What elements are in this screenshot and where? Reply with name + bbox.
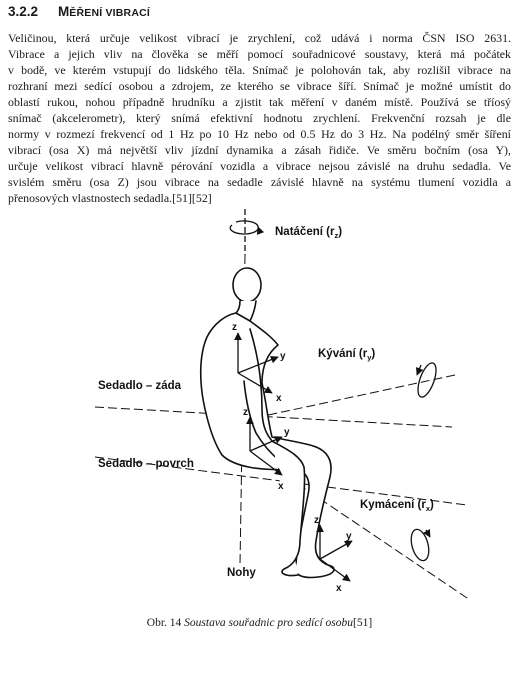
- body-paragraph: [8, 30, 511, 206]
- seated-person-outline: [201, 268, 334, 577]
- caption-ref: [51]: [353, 617, 373, 629]
- back-axis-y-label: y: [280, 351, 286, 362]
- section-title-rest: ĚŘENÍ VIBRACÍ: [69, 7, 151, 19]
- back-axis-z-label: z: [232, 322, 237, 333]
- paragraph-line: normy v rozmezí frekvencí od 1 Hz po 10 Hz nebo od 0.5 Hz do 3 Hz. Na podélný směr šíření: [8, 127, 511, 141]
- paragraph-line: svislém směru (osa Z) jsou vibrace na sedadle závislé hlavně na systému tlumení vozidla a: [8, 175, 511, 189]
- caption-prefix: Obr. 14: [146, 617, 185, 629]
- feet-axis-y-label: y: [346, 531, 352, 542]
- paragraph-line: určuje velikost vibrací hlavně pérování vozidla a vibrace nejsou závislé na druhu sedadla. Ve: [8, 159, 511, 173]
- reference-lines: [95, 255, 470, 600]
- back-reference-line: [95, 407, 452, 427]
- paragraph-line: oblastí rukou, nohou případně hrudníku a zjistit tak měření v daném místě. Používá se tříosý: [8, 95, 511, 109]
- roll-label: Kymácení $(r_x)$: [360, 499, 434, 513]
- seat-back-label: Sedadlo – záda: [98, 380, 182, 392]
- paragraph-line: vibrací (osa X) má největší vliv jízdní dynamika a zásah řidiče. Ve směru bočním (osa Y),: [8, 143, 511, 157]
- yaw-rotation-icon: [230, 209, 258, 255]
- feet-label: Nohy: [227, 567, 256, 579]
- feet-axis-z-label: z: [314, 515, 319, 526]
- seat-axis-y-label: y: [284, 427, 290, 438]
- section-title-initial: M: [58, 4, 70, 19]
- paragraph-line: Veličinou, která určuje velikost vibrací je zrychlení, což udává i norma ČSN ISO 2631.: [8, 31, 511, 45]
- roll-rotation-icon: [408, 527, 432, 562]
- seat-surface-label: Sedadlo – povrch: [98, 458, 194, 470]
- figure-caption: [0, 617, 519, 629]
- back-axis-x-label: x: [276, 393, 282, 404]
- coordinate-system-diagram: [0, 205, 519, 625]
- section-number: 3.2.2: [8, 4, 39, 19]
- feet-axis-x-label: x: [336, 583, 342, 594]
- pitch-rotation-icon: [414, 361, 439, 400]
- paragraph-line: v bodě, ve kterém vstupují do lidského těla. Snímač je polohován tak, aby rozlišil vibrace na: [8, 63, 511, 77]
- paragraph-line: přenosových vlastnostech sedadla.[51][52]: [8, 191, 212, 205]
- seated-person-figure: [0, 205, 519, 625]
- pitch-label: Kývání $(r_y)$: [318, 348, 376, 362]
- paragraph-line: Vibrace a jejich vliv na člověka se měří pomocí souřadnicové soustavy, která má počátek: [8, 47, 511, 61]
- caption-title: Soustava souřadnic pro sedící osobu: [184, 617, 354, 629]
- paragraph-line: rozhraní mezi sedící osobou a zdrojem, ze kterého se vibrace šíří. Snímač je možné umístit do: [8, 79, 511, 93]
- seat-axis-x-label: x: [278, 481, 284, 492]
- section-heading: [8, 4, 508, 22]
- seat-axis-z-label: z: [243, 407, 248, 418]
- paragraph-line: snímač (akcelerometr), který snímá efektivní hodnotu zrychlení. Frekvenční rozsah je dle: [8, 111, 511, 125]
- yaw-label: Natáčení $(r_z)$: [275, 226, 343, 240]
